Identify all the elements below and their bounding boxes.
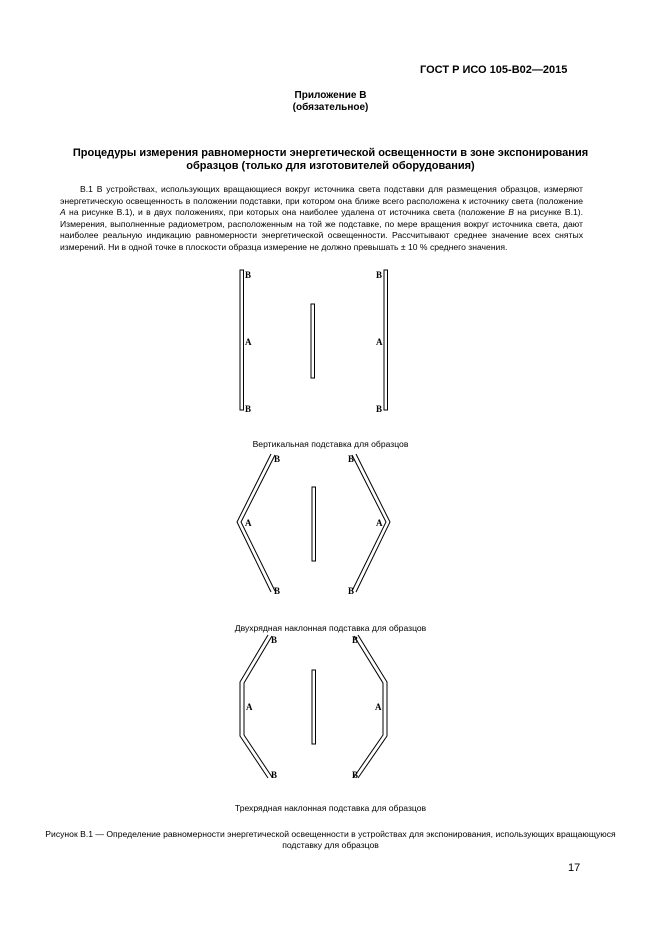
left-holder-inner bbox=[241, 455, 275, 591]
caption-two-tier: Двухрядная наклонная подставка для образцов bbox=[234, 623, 427, 633]
right-holder-inner bbox=[354, 636, 383, 777]
label-b: В bbox=[348, 454, 355, 464]
lamp bbox=[311, 304, 315, 378]
left-holder-outer bbox=[240, 635, 268, 778]
label-b: В bbox=[352, 635, 359, 645]
lamp bbox=[312, 487, 316, 561]
label-b: В bbox=[376, 270, 383, 280]
label-b: В bbox=[245, 404, 252, 414]
paragraph-mid: на рисунке В.1), и в двух положениях, при которых она наиболее удалена от источника света (положение bbox=[65, 207, 509, 218]
standard-number: ГОСТ Р ИСО 105-В02—2015 bbox=[420, 64, 568, 76]
label-b: В bbox=[271, 635, 278, 645]
label-a: А bbox=[376, 518, 383, 528]
annex-heading bbox=[0, 90, 661, 114]
three-tier-holder-diagram bbox=[240, 635, 387, 778]
paragraph-lead: В.1 В устройствах, использующих вращающиеся вокруг источника света подставки для размещения образцов, измеряют энергетическую освещенность в положении подставки, при котором она ближе всего расположена к источнику света (положение bbox=[60, 184, 583, 206]
label-a: А bbox=[376, 337, 383, 347]
annex-status: (обязательное) bbox=[292, 102, 369, 113]
left-holder-inner bbox=[244, 636, 272, 777]
caption-three-tier: Трехрядная наклонная подставка для образцов bbox=[234, 803, 427, 813]
lamp bbox=[312, 670, 316, 744]
label-a: А bbox=[375, 702, 382, 712]
label-a: А bbox=[245, 518, 252, 528]
position-a-ref: А bbox=[60, 207, 66, 218]
figure-caption: Рисунок В.1 — Определение равномерности энергетической освещенности в устройствах для экспонирования, использующих вращающуюся подставку для образцов bbox=[45, 829, 616, 850]
label-a: А bbox=[245, 337, 252, 347]
annex-title: Приложение В bbox=[294, 90, 367, 101]
left-holder-outer bbox=[237, 454, 271, 592]
right-holder-outer bbox=[356, 454, 390, 592]
position-b-ref: В bbox=[508, 207, 514, 218]
caption-vertical: Вертикальная подставка для образцов bbox=[252, 439, 409, 449]
label-a: А bbox=[246, 702, 253, 712]
right-holder bbox=[384, 270, 388, 410]
label-b: В bbox=[352, 770, 359, 780]
section-title: Процедуры измерения равномерности энергетической освещенности в зоне экспонирования образцов (только для изготовителей оборудования) bbox=[72, 147, 589, 172]
paragraph-tail: на рисунке В.1). Измерения, выполненные радиометром, расположенным на той же подставке, по мере вращения вокруг источника света, дают наиболее реальную индикацию равномерности энергетической освещенности. Рассчитывают среднее значение всех снятых измерений. Ни в одной точке в плоскости образца измерение не должно превышать ± 10 % среднего значения. bbox=[60, 207, 583, 252]
right-holder-inner bbox=[352, 455, 386, 591]
label-b: В bbox=[245, 270, 252, 280]
label-b: В bbox=[348, 586, 355, 596]
label-b: В bbox=[274, 586, 281, 596]
label-b: В bbox=[271, 770, 278, 780]
label-b: В bbox=[274, 454, 281, 464]
paragraph-b1 bbox=[60, 184, 583, 254]
label-b: В bbox=[376, 404, 383, 414]
page-number: 17 bbox=[568, 862, 581, 874]
two-tier-holder-diagram bbox=[237, 454, 390, 592]
left-holder bbox=[240, 270, 244, 410]
right-holder-outer bbox=[358, 635, 387, 778]
vertical-holder-diagram bbox=[240, 270, 388, 410]
